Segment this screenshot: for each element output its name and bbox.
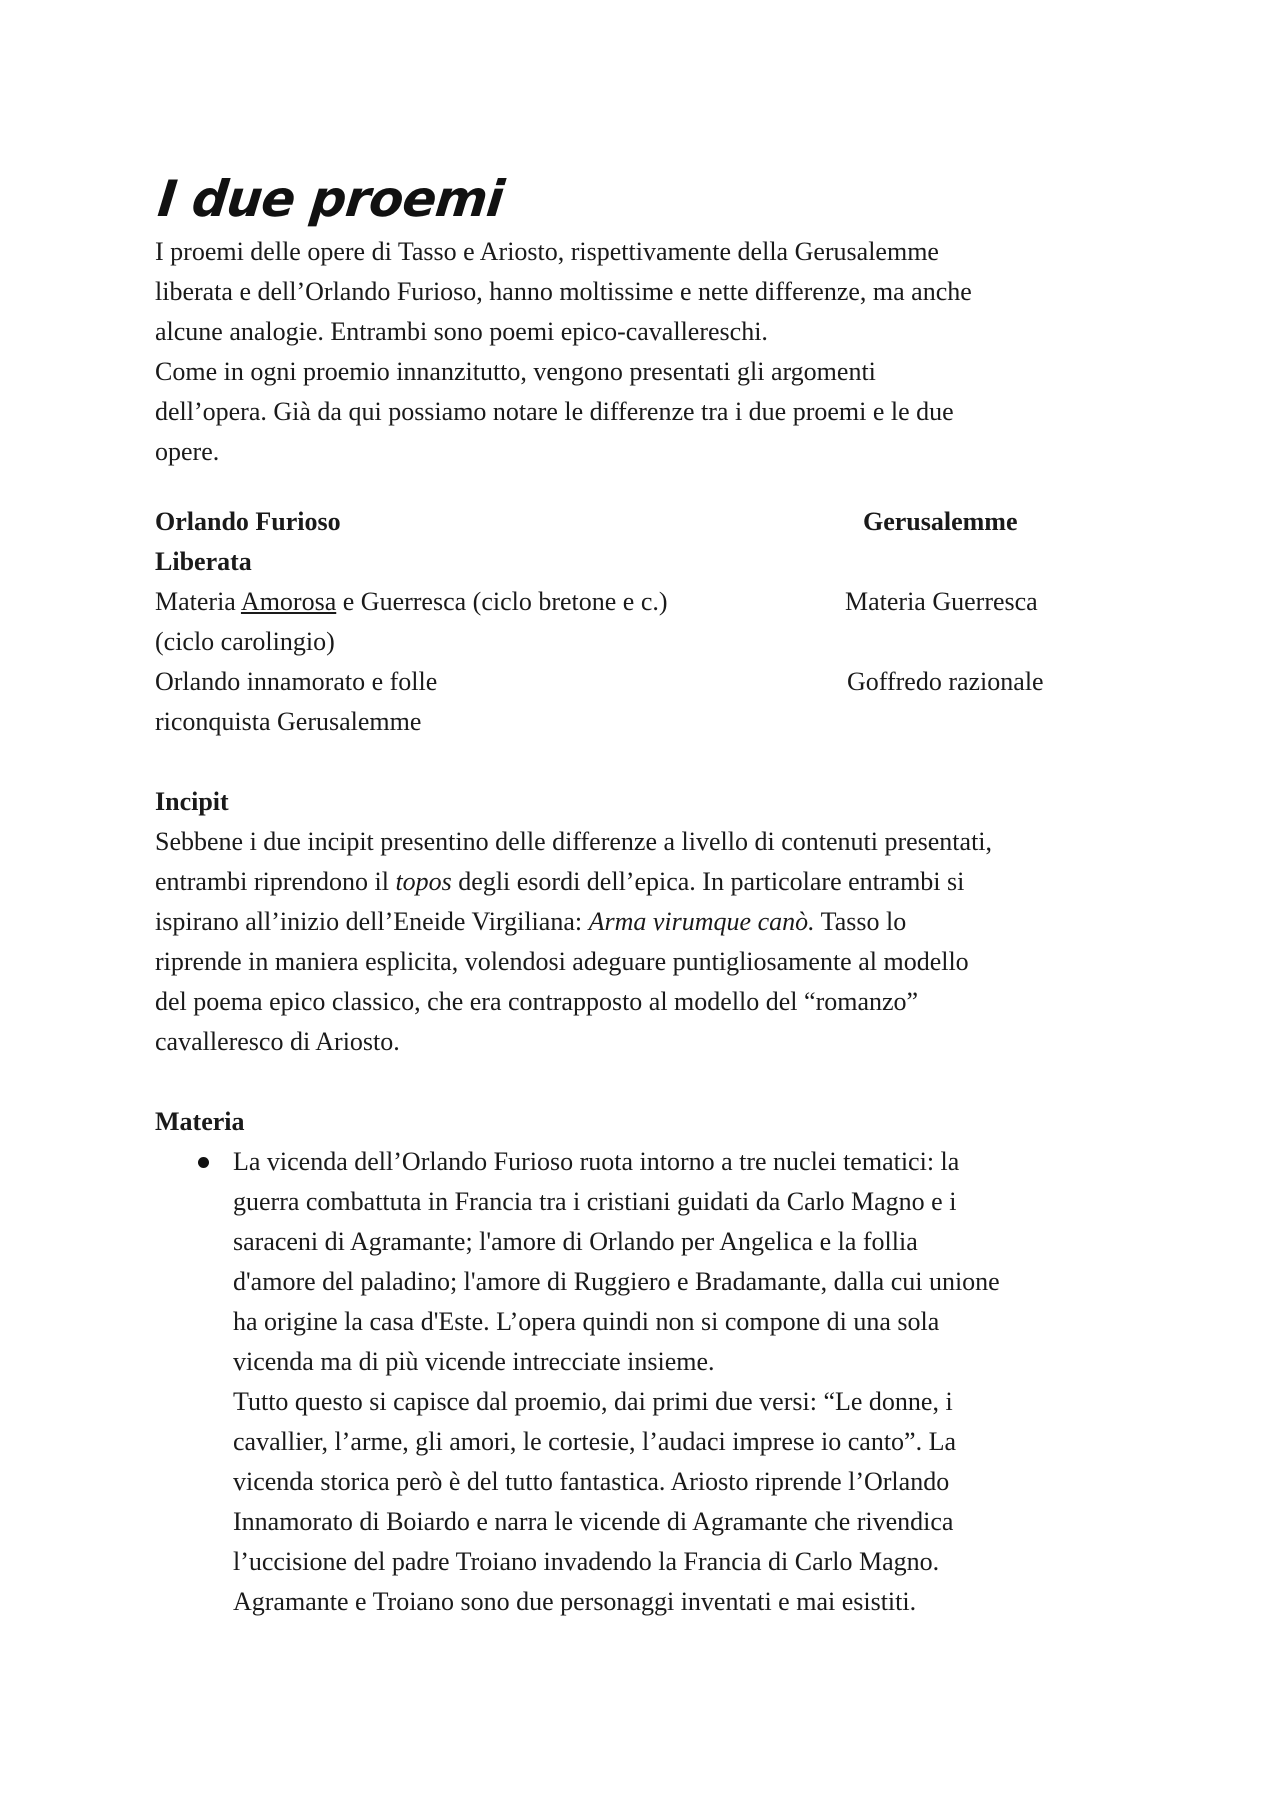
incipit-line: entrambi riprendono il topos degli esordi dell’epica. In particolare entrambi si xyxy=(155,867,965,896)
document-content xyxy=(155,168,1135,1622)
intro-line: dell’opera. Già da qui possiamo notare le differenze tra i due proemi e le due xyxy=(155,397,954,426)
comparison-left-cell: Materia Amorosa e Guerresca (ciclo bretone e c.) xyxy=(155,587,668,616)
comparison-wrap-line: riconquista Gerusalemme xyxy=(155,707,422,736)
incipit-section xyxy=(155,782,1135,1062)
section-heading: Materia xyxy=(155,1107,245,1136)
comparison-right-cell: Materia Guerresca xyxy=(845,587,1038,616)
right-column-header: Gerusalemme xyxy=(863,507,1018,536)
bullet-line: La vicenda dell’Orlando Furioso ruota intorno a tre nuclei tematici: la xyxy=(233,1147,960,1176)
bullet-line: Agramante e Troiano sono due personaggi inventati e mai esistiti. xyxy=(233,1587,917,1616)
bullet-list xyxy=(155,1142,1135,1622)
bullet-icon xyxy=(198,1157,209,1168)
incipit-line: ispirano all’inizio dell’Eneide Virgiliana: Arma virumque canò. Tasso lo xyxy=(155,907,907,936)
bullet-line: cavallier, l’arme, gli amori, le cortesie, l’audaci imprese io canto”. La xyxy=(233,1427,957,1456)
bullet-line: l’uccisione del padre Troiano invadendo la Francia di Carlo Magno. xyxy=(233,1547,940,1576)
bullet-line: Innamorato di Boiardo e narra le vicende di Agramante che rivendica xyxy=(233,1507,954,1536)
comparison-header-row xyxy=(155,502,1135,542)
left-column-header: Orlando Furioso xyxy=(155,507,341,536)
right-header-wrap: Liberata xyxy=(155,547,252,576)
incipit-line: riprende in maniera esplicita, volendosi adeguare puntigliosamente al modello xyxy=(155,947,969,976)
list-item xyxy=(155,1142,1135,1622)
comparison-wrap-line: (ciclo carolingio) xyxy=(155,627,335,656)
intro-line: Come in ogni proemio innanzitutto, vengono presentati gli argomenti xyxy=(155,357,876,386)
page-title: I due proemi xyxy=(155,170,506,228)
intro-paragraph xyxy=(155,232,1135,472)
intro-line: liberata e dell’Orlando Furioso, hanno moltissime e nette differenze, ma anche xyxy=(155,277,972,306)
bullet-line: guerra combattuta in Francia tra i cristiani guidati da Carlo Magno e i xyxy=(233,1187,957,1216)
comparison-left-cell: Orlando innamorato e folle xyxy=(155,667,438,696)
intro-line: opere. xyxy=(155,437,220,466)
bullet-line: ha origine la casa d'Este. L’opera quindi non si compone di una sola xyxy=(233,1307,940,1336)
comparison-row xyxy=(155,582,1135,622)
bullet-line: vicenda ma di più vicende intrecciate insieme. xyxy=(233,1347,715,1376)
comparison-block xyxy=(155,502,1135,742)
bullet-line: vicenda storica però è del tutto fantastica. Ariosto riprende l’Orlando xyxy=(233,1467,950,1496)
intro-line: I proemi delle opere di Tasso e Ariosto, rispettivamente della Gerusalemme xyxy=(155,237,939,266)
incipit-line: del poema epico classico, che era contrapposto al modello del “romanzo” xyxy=(155,987,919,1016)
italic-term: topos xyxy=(395,867,452,896)
intro-line: alcune analogie. Entrambi sono poemi epico-cavallereschi. xyxy=(155,317,768,346)
incipit-line: Sebbene i due incipit presentino delle differenze a livello di contenuti presentati, xyxy=(155,827,993,856)
italic-quote: Arma virumque canò. xyxy=(588,907,815,936)
bullet-line: d'amore del paladino; l'amore di Ruggiero e Bradamante, dalla cui unione xyxy=(233,1267,1000,1296)
materia-section xyxy=(155,1102,1135,1622)
underlined-word: Amorosa xyxy=(240,587,337,616)
comparison-row xyxy=(155,662,1135,702)
bullet-line: Tutto questo si capisce dal proemio, dai primi due versi: “Le donne, i xyxy=(233,1387,953,1416)
bullet-line: saraceni di Agramante; l'amore di Orlando per Angelica e la follia xyxy=(233,1227,918,1256)
section-heading: Incipit xyxy=(155,787,229,816)
incipit-line: cavalleresco di Ariosto. xyxy=(155,1027,400,1056)
comparison-right-cell: Goffredo razionale xyxy=(847,667,1044,696)
